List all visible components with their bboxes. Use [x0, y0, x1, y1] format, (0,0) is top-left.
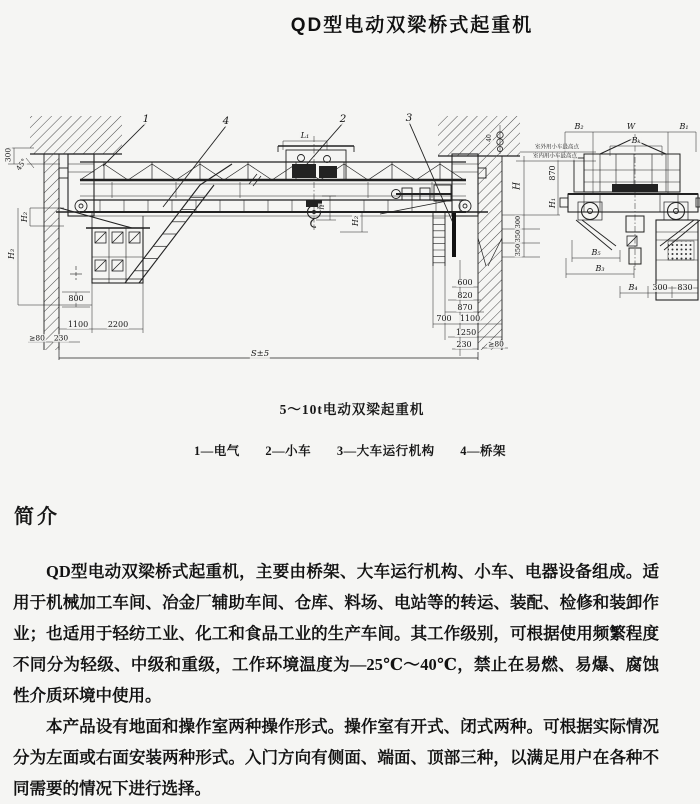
figure-drawing — [0, 108, 700, 370]
dim-label: H₂ — [20, 211, 29, 223]
dim-label: L₁ — [300, 131, 310, 140]
intro-paragraph-1: QD型电动双梁桥式起重机，主要由桥架、大车运行机构、小车、电器设备组成。适用于机械加工车间、冶金厂辅助车间、仓库、料场、电站等的转运、装配、检修和装卸作业；也适用于轻纺工业、化工和食品工业的生产车间。其工作级别，可根据使用频繁程度不同分为轻级、中级和重级，工作环境温度为—25℃～40℃，禁止在易燃、易爆、腐蚀性介质环境中使用。 — [13, 562, 659, 705]
dim-label: H₁ — [548, 197, 557, 209]
dim-label: S±5 — [250, 348, 270, 359]
callout-1: 1 — [142, 112, 150, 125]
dim-label: 230 — [53, 333, 69, 343]
dim-label: 300 — [652, 283, 668, 292]
callout-2: 2 — [339, 112, 347, 125]
dim-label: 300 — [3, 147, 13, 163]
figure-caption: 5～10t电动双梁起重机 — [279, 402, 425, 417]
legend-item-trolley: 2—小车 — [265, 444, 312, 458]
dim-label: 870 — [457, 303, 473, 312]
dim-label: B₄ — [628, 283, 638, 292]
legend-item-bridge: 4—桥架 — [460, 444, 506, 458]
legend-item-electric: 1—电气 — [194, 444, 240, 458]
dim-label: 1100 — [67, 320, 89, 329]
dim-label: H₃ — [7, 248, 16, 260]
dim-label: 830 — [677, 283, 693, 292]
legend-item-travel-mechanism: 3—大车运行机构 — [336, 444, 435, 458]
dim-label: 1250 — [455, 328, 477, 337]
dim-label: 870 — [548, 165, 557, 181]
dim-label: B₃ — [595, 264, 605, 273]
drawing-labels — [0, 108, 700, 370]
dim-label: h — [317, 204, 326, 210]
dim-label: 350 — [513, 243, 522, 257]
dim-label: ≥80 — [488, 339, 504, 349]
dim-label: 820 — [457, 291, 473, 300]
intro-paragraph-2: 本产品设有地面和操作室两种操作形式。操作室有开式、闭式两种。可根据实际情况分为左面或右面安装两种形式。入门方向有侧面、端面、顶部三种，以满足用户在各种不同需要的情况下进行选择。 — [13, 717, 659, 798]
dim-label: B₂ — [574, 122, 584, 131]
dim-label: B₁ — [679, 122, 689, 131]
dim-label: 300 — [513, 215, 522, 229]
figure-legend — [0, 441, 700, 459]
intro-text — [13, 556, 659, 804]
callout-4: 4 — [222, 114, 230, 127]
section-heading: 简介 — [14, 506, 60, 528]
dim-label: 350 — [513, 229, 522, 243]
callout-3: 3 — [405, 111, 413, 124]
page-title: QD型电动双梁桥式起重机 — [290, 15, 534, 36]
dim-label: 2200 — [107, 320, 129, 329]
dim-label: 40 — [486, 134, 493, 142]
dim-label: 700 — [436, 314, 452, 323]
dim-label: 230 — [456, 340, 472, 349]
dim-label: B₅ — [591, 248, 601, 257]
dim-label: 45° — [14, 157, 29, 173]
dim-label: 800 — [68, 294, 84, 303]
dim-label: H₂ — [351, 215, 360, 227]
dim-label: 室内用小车最高点 — [532, 153, 578, 160]
dim-label: 600 — [457, 278, 473, 287]
dim-label: 室外用小车最高点 — [534, 144, 580, 151]
dim-label: W — [626, 122, 636, 131]
dim-label: ≥80 — [29, 333, 45, 343]
dim-label: 1100 — [459, 314, 481, 323]
dim-label: H — [512, 182, 523, 190]
dim-label: Bₖ — [631, 136, 641, 145]
